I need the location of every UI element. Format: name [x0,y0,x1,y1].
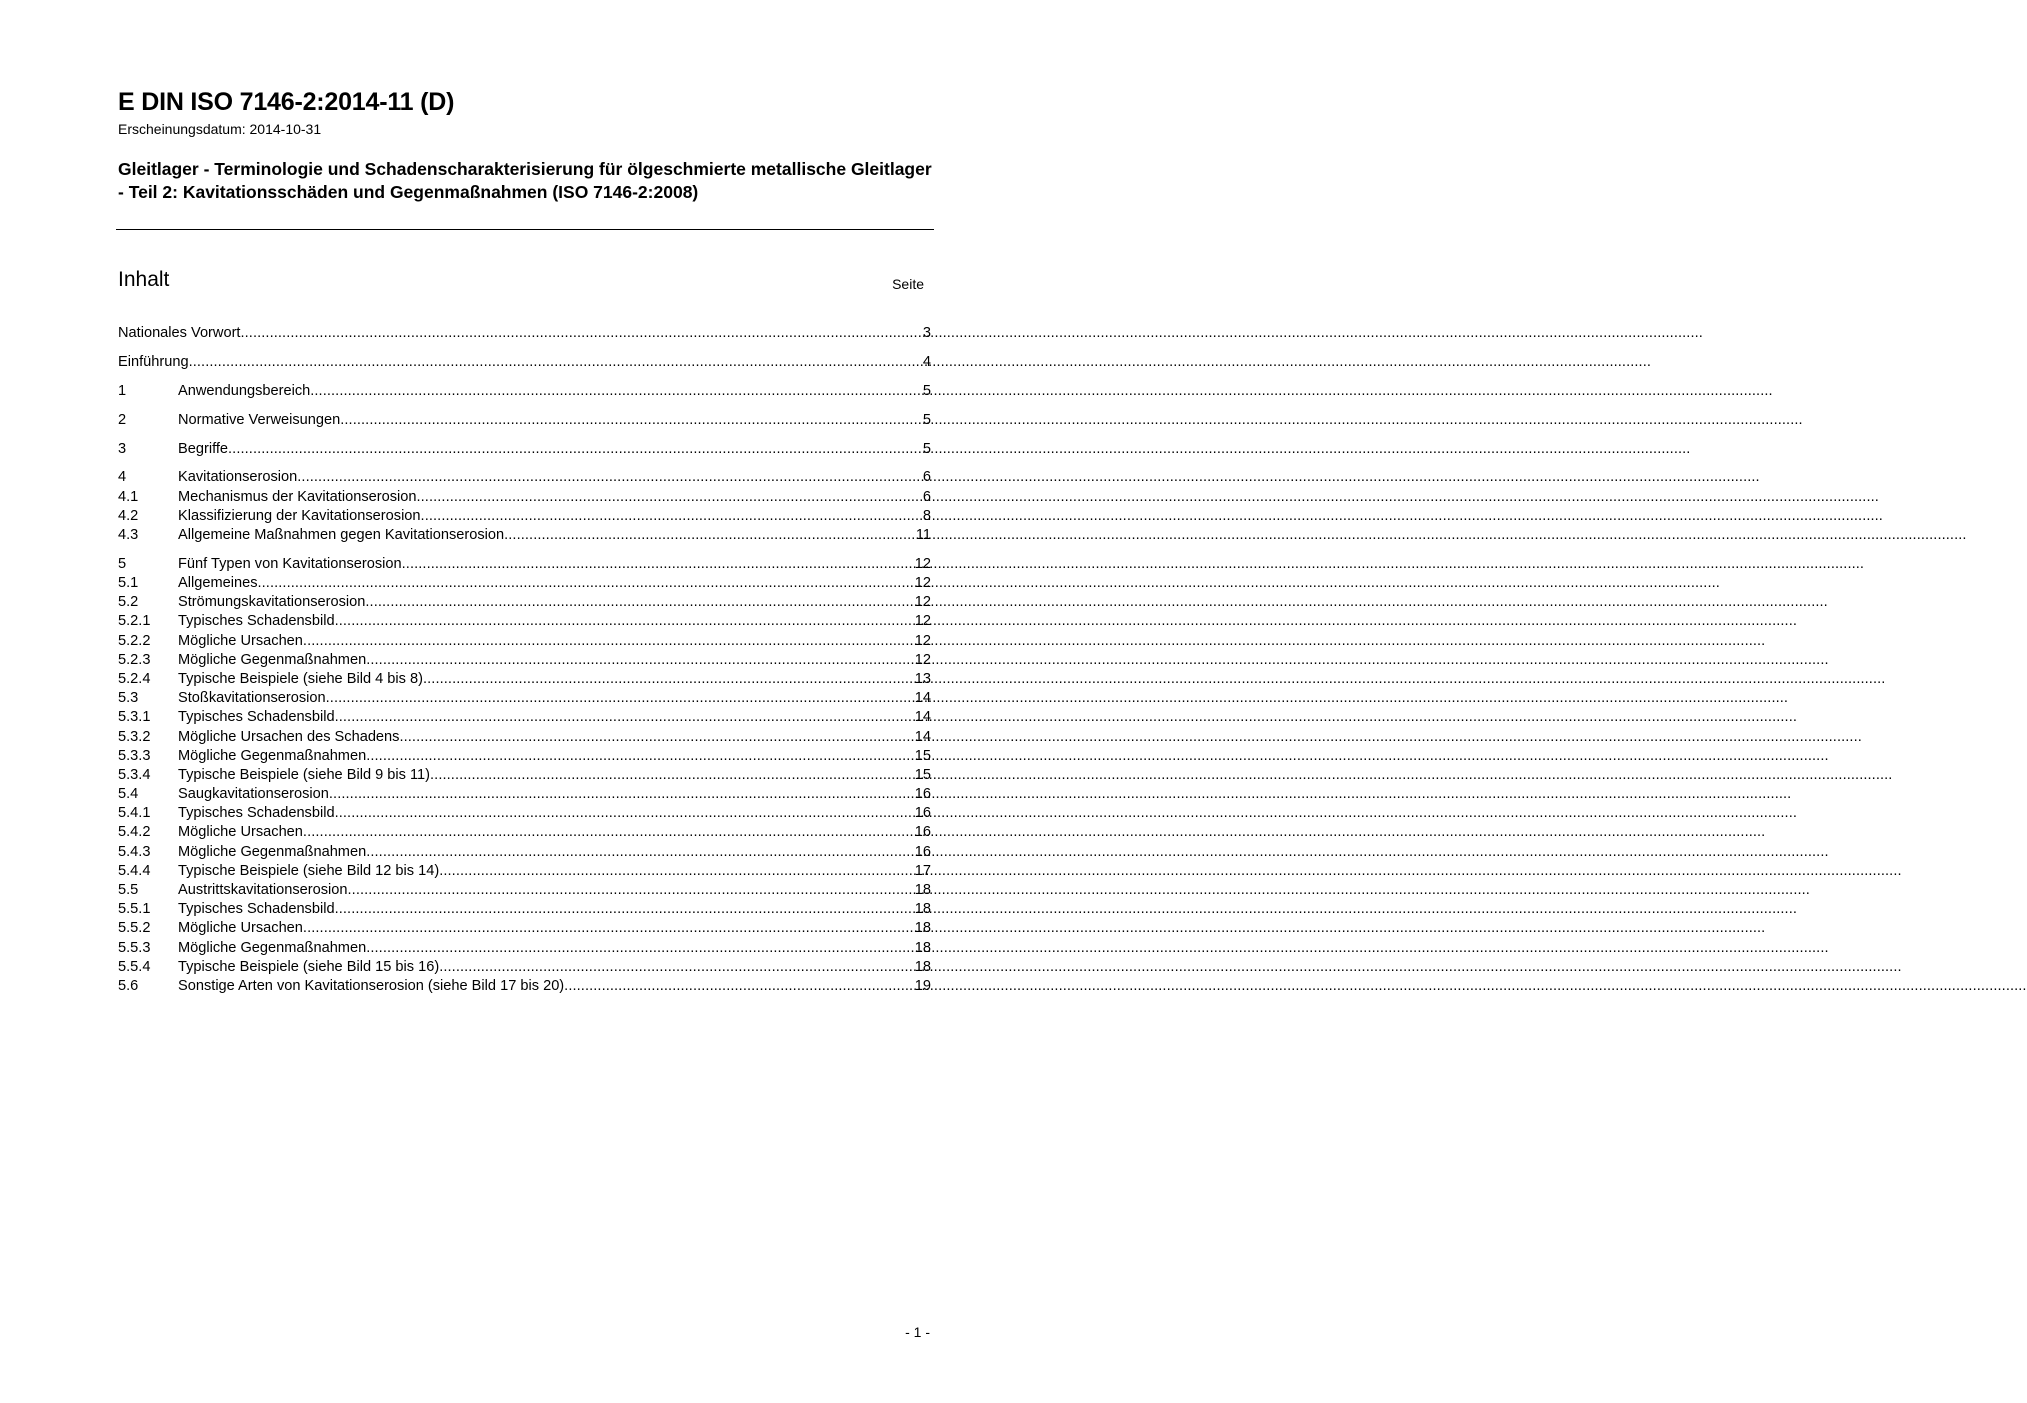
toc-dot-leader [303,632,915,651]
toc-entry[interactable] [118,526,931,545]
toc-entry-page: 16 [914,786,931,803]
toc-entry[interactable] [118,555,931,574]
table-of-contents [118,324,931,996]
toc-dot-leader [228,440,923,459]
toc-entry-page: 6 [922,488,931,505]
toc-entry-number: 4.3 [118,526,139,543]
toc-dot-leader [310,382,923,401]
toc-entry-number: 3 [118,440,127,457]
toc-dot-leader [402,555,915,574]
toc-dot-leader [329,785,915,804]
toc-entry-title [178,574,258,593]
toc-entry-number: 5.2 [118,594,139,611]
toc-entry[interactable] [118,632,931,651]
toc-entry-title-text: Typisches Schadensbild [178,709,335,726]
toc-entry-number: 5.5.2 [118,920,151,937]
toc-entry-page: 5 [922,440,931,457]
toc-entry-number: 5.3.1 [118,709,151,726]
toc-entry-note: (siehe Bild 15 bis 16) [298,958,440,975]
toc-entry-title-text: Stoßkavitationserosion [178,690,326,707]
document-id: E DIN ISO 7146-2:2014-11 (D) [118,88,455,116]
toc-entry-number: 5.6 [118,977,139,994]
toc-entry-title [178,468,297,487]
toc-entry[interactable] [118,977,931,996]
toc-entry-page: 12 [914,575,931,591]
toc-entry-title [178,900,335,919]
toc-entry[interactable] [118,689,931,708]
toc-entry-note: (siehe Bild 12 bis 14) [298,862,440,879]
toc-entry[interactable] [118,593,931,612]
toc-entry-title [178,689,326,708]
toc-entry-number: 5.4.2 [118,824,151,841]
toc-entry-title-text: Mögliche Gegenmaßnahmen [178,843,367,860]
toc-entry-page: 14 [914,690,931,707]
toc-entry-title [178,382,310,401]
toc-dot-leader [439,958,915,977]
toc-entry-title [118,353,189,372]
toc-entry-page: 15 [914,766,931,783]
toc-entry[interactable] [118,900,931,919]
toc-entry[interactable] [118,468,931,487]
toc-entry-number: 5.5.3 [118,939,151,956]
toc-entry-number: 4 [118,469,127,486]
toc-entry[interactable] [118,488,931,507]
toc-entry-title [178,411,340,430]
toc-entry-page: 6 [922,469,931,486]
toc-entry-number: 4.1 [118,488,139,505]
toc-entry-number: 5.4.3 [118,843,151,860]
toc-entry-page: 18 [914,939,931,956]
toc-dot-leader [303,919,915,938]
toc-dot-leader [366,939,915,958]
toc-entry-title [178,488,416,507]
toc-entry-title [178,843,366,862]
toc-entry-number: 1 [118,382,127,399]
toc-entry-number: 5.1 [118,575,139,591]
toc-entry[interactable] [118,382,931,401]
toc-entry-title [178,708,335,727]
toc-entry-page: 16 [914,805,931,822]
toc-entry-page: 15 [914,747,931,764]
toc-entry-number: 5.2.3 [118,651,151,668]
toc-dot-leader [366,747,915,766]
toc-entry-title-text: Fünf Typen von Kavitationserosion [178,555,402,572]
toc-entry-title [178,526,504,545]
toc-entry-page: 11 [915,526,931,543]
toc-page-label: Seite [892,276,924,292]
toc-dot-leader [564,977,915,996]
toc-entry-page: 17 [914,862,931,879]
document-page [0,0,992,1403]
toc-entry-title-text: Sonstige Arten von Kavitationserosion [178,977,424,994]
toc-entry[interactable] [118,574,931,593]
toc-dot-leader [365,593,914,612]
toc-entry-title-text: Strömungskavitationserosion [178,594,366,611]
toc-entry-note: (siehe Bild 4 bis 8) [298,670,423,687]
toc-entry-title-text: Begriffe [178,440,229,457]
toc-entry[interactable] [118,651,931,670]
toc-entry-title-text: Mechanismus der Kavitationserosion [178,488,417,505]
toc-entry-title-text: Typische Beispiele [178,958,299,975]
toc-entry-title [178,593,365,612]
publication-date: Erscheinungsdatum: 2014-10-31 [118,121,322,137]
toc-entry-number: 5.2.2 [118,632,151,649]
toc-dot-leader [297,468,923,487]
toc-entry[interactable] [118,728,931,747]
toc-entry-page: 5 [922,411,931,428]
toc-entry-page: 12 [914,594,931,611]
toc-entry-title-text: Saugkavitationserosion [178,786,329,803]
toc-entry-title-text: Typische Beispiele [178,670,299,687]
toc-entry-title [178,919,303,938]
toc-entry-title [178,977,564,996]
toc-entry-title [178,670,423,689]
toc-entry-title-text: Nationales Vorwort [118,325,241,341]
document-title: Gleitlager - Terminologie und Schadenscharakterisierung für ölgeschmierte metallische Gleitlager - Teil 2: Kavitationsschäden und Gegenmaßnahmen (ISO 7146-2:2008) [118,159,932,202]
toc-dot-leader [340,411,923,430]
toc-entry-page: 19 [914,977,931,994]
toc-entry[interactable] [118,324,931,343]
toc-entry[interactable] [118,411,931,430]
toc-entry-title [178,632,303,651]
toc-entry-title [178,939,366,958]
toc-dot-leader [421,507,923,526]
toc-entry-page: 12 [914,613,931,630]
toc-entry-title-text: Kavitationserosion [178,469,298,486]
toc-entry-title-text: Allgemeine Maßnahmen gegen Kavitationserosion [178,526,505,543]
toc-entry-title-text: Mögliche Ursachen [178,920,303,937]
toc-entry-title-text: Normative Verweisungen [178,411,341,428]
toc-entry-title-text: Typisches Schadensbild [178,613,335,630]
toc-entry[interactable] [118,507,931,526]
toc-entry-title [178,612,335,631]
toc-dot-leader [366,843,915,862]
toc-entry-title [178,555,402,574]
toc-entry-page: 4 [922,353,931,370]
toc-entry-title [178,747,366,766]
toc-entry-page: 16 [914,824,931,841]
toc-entry-page: 8 [922,507,931,524]
toc-entry[interactable] [118,440,931,459]
toc-entry-title [178,862,439,881]
toc-dot-leader [335,612,915,631]
toc-entry-number: 2 [118,411,127,428]
toc-dot-leader [439,862,915,881]
toc-entry-title-text: Mögliche Ursachen des Schadens [178,728,400,745]
toc-entry-title-text: Einführung [118,353,189,370]
toc-entry[interactable] [118,919,931,938]
toc-heading: Inhalt [118,268,170,291]
toc-entry-title-text: Klassifizierung der Kavitationserosion [178,507,421,524]
toc-entry-number: 5.3.2 [118,728,151,745]
toc-entry[interactable] [118,612,931,631]
toc-entry-page: 18 [914,920,931,937]
toc-entry-title [178,958,439,977]
toc-entry-number: 5.5.1 [118,901,151,918]
toc-entry[interactable] [118,804,931,823]
toc-entry-page: 5 [922,382,931,399]
toc-dot-leader [348,881,915,900]
toc-dot-leader [399,728,914,747]
toc-dot-leader [430,766,915,785]
toc-entry[interactable] [118,862,931,881]
toc-entry-number: 5.5 [118,882,139,898]
toc-entry-page: 12 [914,651,931,668]
toc-entry-number: 5.3.4 [118,766,151,783]
toc-entry-title-text: Typisches Schadensbild [178,805,335,822]
toc-entry-title [178,440,228,459]
toc-entry-page: 16 [914,843,931,860]
toc-entry-title-text: Mögliche Gegenmaßnahmen [178,747,367,764]
toc-dot-leader [241,324,923,343]
toc-entry-number: 5.3.3 [118,747,151,764]
toc-entry-title [178,507,421,526]
toc-entry-title [178,881,348,900]
toc-entry-page: 3 [922,325,931,341]
toc-entry-title [178,804,335,823]
toc-dot-leader [335,900,915,919]
toc-dot-leader [335,804,915,823]
toc-dot-leader [326,689,915,708]
toc-entry[interactable] [118,881,931,900]
title-divider [116,229,934,230]
toc-entry[interactable] [118,708,931,727]
toc-dot-leader [416,488,922,507]
toc-dot-leader [366,651,915,670]
toc-entry-page: 18 [914,901,931,918]
toc-entry-number: 5.2.4 [118,670,151,687]
toc-entry-number: 5 [118,555,127,572]
toc-entry-note: (siehe Bild 9 bis 11) [298,766,431,783]
toc-entry-page: 18 [914,882,931,898]
toc-entry-title-text: Typische Beispiele [178,862,299,879]
toc-entry-title [178,766,430,785]
toc-entry-number: 5.5.4 [118,958,151,975]
toc-entry[interactable] [118,670,931,689]
toc-entry-title-text: Mögliche Ursachen [178,632,303,649]
toc-entry[interactable] [118,785,931,804]
toc-entry-number: 5.4 [118,786,139,803]
toc-dot-leader [335,708,915,727]
toc-entry-title [178,785,329,804]
toc-dot-leader [258,574,915,593]
toc-entry-title-text: Typische Beispiele [178,766,299,783]
toc-dot-leader [504,526,916,545]
toc-entry-title-text: Mögliche Gegenmaßnahmen [178,651,367,668]
toc-entry-title-text: Anwendungsbereich [178,382,311,399]
toc-entry[interactable] [118,766,931,785]
toc-entry-title-text: Mögliche Gegenmaßnahmen [178,939,367,956]
toc-entry[interactable] [118,958,931,977]
toc-entry-page: 12 [914,632,931,649]
toc-entry-page: 13 [914,670,931,687]
toc-entry-title [178,823,303,842]
toc-entry-title [118,324,241,343]
toc-entry-title-text: Typisches Schadensbild [178,901,335,918]
toc-entry-title-text: Austrittskavitationserosion [178,882,348,898]
toc-entry-page: 18 [914,958,931,975]
toc-entry-note: (siehe Bild 17 bis 20) [423,977,565,994]
toc-entry-title-text: Mögliche Ursachen [178,824,303,841]
toc-entry-title [178,728,399,747]
toc-dot-leader [189,353,923,372]
toc-entry-number: 5.4.4 [118,862,151,879]
toc-entry[interactable] [118,939,931,958]
toc-entry[interactable] [118,823,931,842]
footer-page-number: - 1 - [905,1324,930,1340]
toc-entry-number: 4.2 [118,507,139,524]
toc-entry-number: 5.3 [118,690,139,707]
toc-entry[interactable] [118,353,931,372]
toc-entry[interactable] [118,747,931,766]
toc-entry[interactable] [118,843,931,862]
toc-entry-page: 12 [914,555,931,572]
toc-entry-number: 5.2.1 [118,613,151,630]
toc-entry-page: 14 [914,728,931,745]
toc-entry-number: 5.4.1 [118,805,151,822]
toc-dot-leader [303,823,915,842]
toc-entry-page: 14 [914,709,931,726]
toc-dot-leader [423,670,915,689]
toc-entry-title-text: Allgemeines [178,575,258,591]
toc-entry-title [178,651,366,670]
